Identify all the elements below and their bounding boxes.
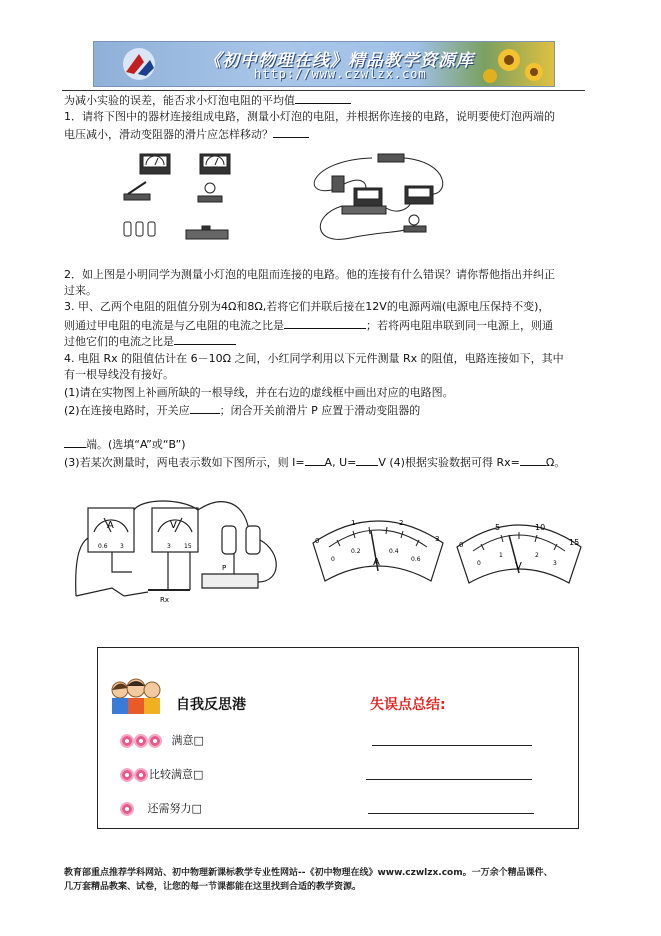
answer-blank[interactable] (64, 437, 86, 448)
answer-blank[interactable] (520, 455, 546, 466)
rating-label: 还需努力□ (147, 802, 202, 815)
q3-text-b1: 则通过甲电阻的电流是与乙电阻的电流之比是 (64, 319, 284, 332)
flower-icon (134, 768, 148, 782)
q4-text-f3: V (4)根据实验数据可得 Rx= (378, 456, 520, 469)
answer-blank[interactable] (284, 318, 366, 329)
switch-icon (76, 588, 124, 596)
dial-tick-label: 1 (499, 552, 503, 559)
answer-blank[interactable] (305, 455, 325, 466)
rating-fairly-satisfied[interactable] (120, 766, 203, 782)
mistakes-title: 失误点总结: (370, 697, 446, 713)
dial-tick-label: 0.2 (351, 548, 361, 555)
flower-icon (120, 734, 134, 748)
dial-tick-label: 0 (315, 537, 320, 545)
rating-label: 满意□ (171, 734, 204, 747)
answer-blank[interactable] (273, 127, 309, 138)
answer-blank[interactable] (356, 455, 378, 466)
q4-text-e: 端。(选填“A”或“B”) (86, 438, 186, 451)
mistake-line[interactable] (366, 779, 532, 780)
mistake-line[interactable] (372, 745, 532, 746)
q4-text-d1: (2)在连接电路时，开关应 (64, 404, 190, 417)
q3-line-b (64, 318, 553, 332)
q4-line-d (64, 403, 420, 417)
q2-line-a: 2．如上图是小明同学为测量小灯泡的电阻而连接的电路。他的连接有什么错误？请你帮他指出并纠正 (64, 268, 555, 281)
voltmeter-dial (449, 507, 589, 585)
voltmeter-range: 3 (167, 543, 171, 550)
q4-line-e (64, 437, 186, 451)
q3-line-c (64, 334, 236, 348)
voltmeter-letter: V (170, 520, 177, 531)
answer-blank[interactable] (295, 93, 351, 104)
battery-icon (124, 222, 155, 236)
dial-unit: A (373, 557, 380, 568)
battery-icon (246, 526, 260, 554)
rheostat (202, 574, 258, 588)
flower-icon (120, 802, 134, 816)
ammeter-dial (303, 503, 453, 583)
q4-line-f (64, 455, 565, 469)
dial-tick-label: 0.6 (411, 556, 421, 563)
q2-line-b: 过来。 (64, 284, 97, 297)
family-illustration (106, 678, 166, 716)
rating-needs-effort[interactable] (120, 800, 202, 816)
dial-tick-label: 0 (459, 541, 464, 549)
reflection-title: 自我反思港 (176, 697, 246, 713)
mistake-line[interactable] (368, 813, 534, 814)
q4-line-c: (1)请在实物图上补画所缺的一根导线，并在右边的虚线框中画出对应的电路图。 (64, 386, 454, 399)
banner-url: http://www.czwlzx.com (254, 67, 427, 81)
answer-blank[interactable] (174, 334, 236, 345)
q4-text-f2: A, U= (324, 456, 357, 469)
q4-circuit-figure (72, 492, 300, 610)
p-label: P (222, 564, 227, 572)
q1-line-a: 1．请将下图中的器材连接组成电路，测量小灯泡的电阻，并根据你连接的电路，说明要使灯泡两端的 (64, 110, 555, 123)
dial-unit: V (515, 561, 522, 572)
intro-text: 为减小实验的误差，能否求小灯泡电阻的平均值 (64, 94, 295, 107)
switch-icon (124, 182, 150, 200)
dial-tick-label: 1 (351, 519, 356, 527)
voltmeter-range: 15 (184, 543, 192, 550)
dial-tick-label: 5 (495, 523, 501, 532)
dial-tick-label: 2 (399, 519, 404, 527)
q3-text-b2: ；若将两电阻串联到同一电源上，则通 (366, 319, 553, 332)
flower-icon (148, 734, 162, 748)
q1-line-b (64, 127, 309, 141)
dial-tick-label: 10 (535, 523, 546, 532)
q4-text-d2: ；闭合开关前滑片 P 应置于滑动变阻器的 (219, 404, 421, 417)
dial-tick-label: 3 (435, 535, 440, 543)
q1-text-b: 电压减小，滑动变阻器的滑片应怎样移动？ (64, 128, 273, 141)
rheostat-icon (186, 226, 228, 239)
ammeter-range: 3 (120, 543, 124, 550)
ammeter-letter: A (107, 520, 114, 531)
ammeter-range: 0.6 (98, 543, 108, 550)
rating-label: 比较满意□ (149, 768, 204, 781)
meter-icon (140, 154, 170, 174)
q3-line-a: 3. 甲、乙两个电阻的阻值分别为4Ω和8Ω,若将它们并联后接在12V的电源两端(电源电压保持不变)， (64, 300, 550, 313)
dial-tick-label: 0 (477, 560, 481, 567)
q4-text-f4: Ω。 (545, 456, 566, 469)
banner-title: 《初中物理在线》精品教学资源库 (204, 51, 474, 71)
header-rule (62, 90, 585, 91)
rx-label: Rx (160, 596, 170, 604)
q4-line-a: 4. 电阻 Rx 的阻值估计在 6－10Ω 之间，小红同学利用以下元件测量 Rx 的阻值，电路连接如下，其中 (64, 352, 564, 365)
answer-blank[interactable] (190, 403, 220, 414)
battery-icon (222, 526, 236, 554)
dial-tick-label: 2 (535, 552, 539, 559)
q1-apparatus-figure (110, 146, 470, 254)
header-banner (93, 41, 555, 87)
bulb-icon (198, 183, 222, 202)
meter-icon (200, 154, 230, 174)
dial-tick-label: 0.4 (389, 548, 399, 555)
q4-line-b: 有一根导线没有接好。 (64, 368, 174, 381)
flower-icon (120, 768, 134, 782)
q3-text-c: 过他它们的电流之比是 (64, 335, 174, 348)
footer-line-2: 几万套精品教案、试卷，让您的每一节课都能在这里找到合适的教学资源。 (64, 882, 362, 892)
footer-line-1: 教育部重点推荐学科网站、初中物理新课标教学专业性网站--《初中物理在线》www.czwlzx.com。一万余个精品课件、 (64, 868, 553, 878)
assembled-circuit (314, 154, 443, 239)
reflection-box (97, 647, 579, 829)
dial-tick-label: 15 (569, 538, 580, 547)
q4-text-f1: (3)若某次测量时，两电表示数如下图所示，则 I= (64, 456, 305, 469)
dial-tick-label: 0 (331, 556, 335, 563)
intro-line (64, 93, 351, 107)
rating-satisfied[interactable] (120, 732, 204, 748)
dial-tick-label: 3 (553, 560, 557, 567)
flower-icon (134, 734, 148, 748)
